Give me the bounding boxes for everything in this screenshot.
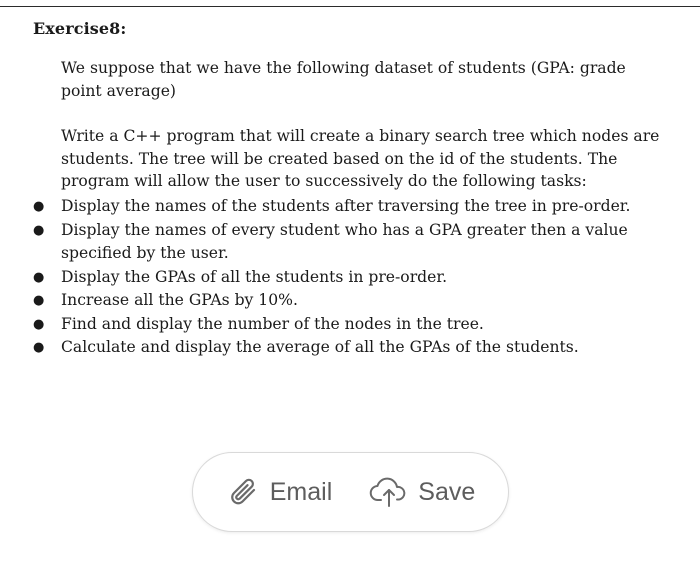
cloud-upload-icon <box>368 475 410 509</box>
exercise-intro: We suppose that we have the following dataset of students (GPA: grade point average) <box>61 59 626 100</box>
task-text: Display the names of the students after traversing the tree in pre-order. <box>61 197 631 215</box>
task-item <box>0 219 686 266</box>
bullet-icon: ● <box>33 222 45 238</box>
email-button[interactable] <box>226 474 333 510</box>
bullet-icon: ● <box>33 293 45 308</box>
task-text: Display the GPAs of all the students in pre-order. <box>61 267 448 286</box>
task-text: Display the names of every student who has a GPA greater then a value specified by the user. <box>61 220 628 262</box>
email-label: Email <box>269 477 333 506</box>
paperclip-icon <box>226 474 262 510</box>
task-text: Find and display the number of the nodes in the tree. <box>61 314 484 333</box>
bullet-icon: ● <box>33 199 45 214</box>
task-text: Increase all the GPAs by 10%. <box>61 291 298 309</box>
task-list <box>0 195 686 360</box>
exercise-title: Exercise8: <box>33 19 127 38</box>
top-divider <box>0 6 700 7</box>
task-text: Calculate and display the average of all the GPAs of the students. <box>61 338 579 356</box>
task-item <box>0 336 686 360</box>
share-action-bar <box>192 452 509 532</box>
bullet-icon: ● <box>33 340 45 355</box>
bullet-icon: ● <box>33 316 45 332</box>
exercise-description: Write a C++ program that will create a binary search tree which nodes are students. The tree will be created based on the id of the students. The program will allow the user to successively do the following tasks: <box>61 127 660 190</box>
task-item <box>0 195 686 219</box>
task-item <box>0 289 686 313</box>
task-item <box>0 313 686 337</box>
bullet-icon: ● <box>33 269 45 285</box>
task-item <box>0 266 686 290</box>
save-label: Save <box>418 477 476 506</box>
save-button[interactable] <box>368 475 475 509</box>
